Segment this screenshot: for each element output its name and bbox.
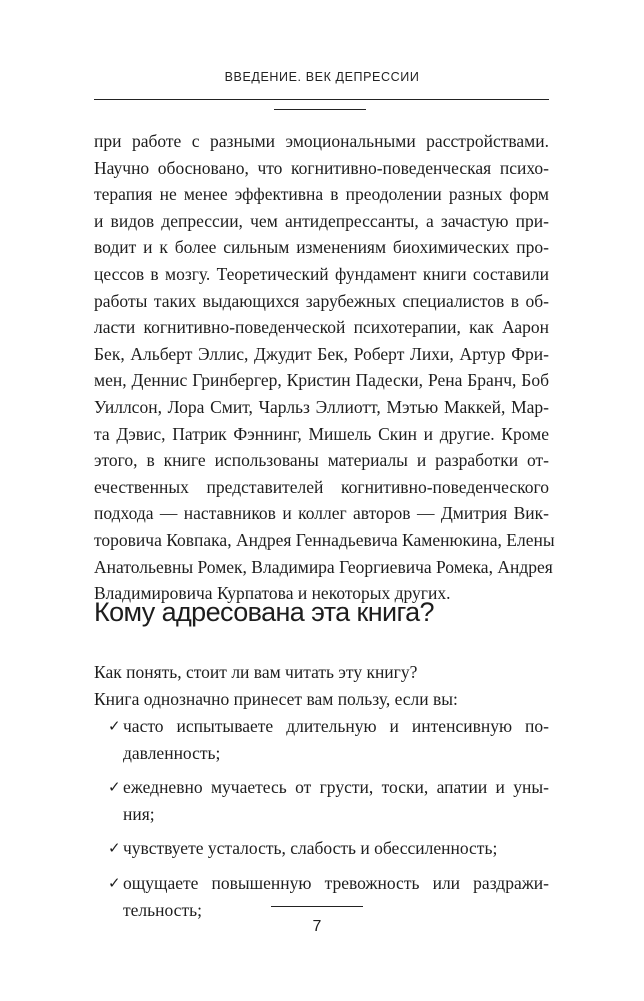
page-number: 7 [312, 918, 322, 935]
checkmark-icon: ✓ [108, 778, 121, 797]
paragraph-line: Уиллсон, Лора Смит, Чарльз Эллиотт, Мэтью Маккей, Мар- [94, 396, 549, 417]
list-item-line: чувствуете усталость, слабость и обессиленность; [123, 838, 498, 859]
paragraph-line: торовича Ковпака, Андрея Геннадьевича Каменюкина, Елены [94, 529, 555, 550]
section-heading: Кому адресована эта книга? [94, 597, 434, 627]
paragraph-line: подхода — наставников и коллег авторов — Дмитрия Вик- [94, 503, 549, 524]
intro-line: Как понять, стоит ли вам читать эту книгу? [94, 662, 418, 682]
list-item [94, 774, 549, 827]
paragraph-line: мен, Деннис Гринбергер, Кристин Падески, Рена Бранч, Боб [94, 370, 549, 391]
paragraph-line: водит и к более сильным изменениям биохимических про- [94, 237, 549, 258]
list-item-line: часто испытываете длительную и интенсивную по- [123, 716, 549, 736]
paragraph-line: ласти когнитивно-поведенческой психотерапии, как Аарон [94, 317, 549, 338]
list-item-line: давленность; [123, 742, 221, 763]
paragraph-line: этого, в книге использованы материалы и разработки от- [94, 450, 549, 471]
running-header: ВВЕДЕНИЕ. ВЕК ДЕПРЕССИИ [224, 70, 420, 84]
header-short-rule [274, 109, 366, 110]
paragraph-line: работы таких выдающихся зарубежных специалистов в об- [94, 290, 549, 311]
paragraph-line: терапия не менее эффективна в преодолении разных форм [94, 184, 549, 205]
paragraph-line: Бек, Альберт Эллис, Джудит Бек, Роберт Лихи, Артур Фри- [94, 343, 549, 364]
list-item-line: ежедневно мучаетесь от грусти, тоски, апатии и уны- [123, 777, 549, 798]
list-item [94, 713, 549, 766]
list-item [94, 835, 549, 862]
intro-line: Книга однозначно принесет вам пользу, если вы: [94, 688, 458, 709]
paragraph-line: та Дэвис, Патрик Фэннинг, Мишель Скин и другие. Кроме [94, 423, 549, 444]
footer-rule [271, 906, 363, 907]
list-item-line: ния; [123, 803, 155, 824]
list-item-line: тельность; [123, 899, 202, 920]
paragraph-line: ечественных представителей когнитивно-поведенческого [94, 476, 549, 497]
paragraph-line: Анатольевны Ромек, Владимира Георгиевича Ромека, Андрея [94, 556, 553, 577]
paragraph-line: при работе с разными эмоциональными расстройствами. [94, 131, 549, 151]
section-intro [94, 659, 549, 712]
checkmark-icon: ✓ [108, 873, 121, 892]
checklist [94, 713, 549, 931]
header-rule [94, 99, 549, 100]
list-item-line: ощущаете повышенную тревожность или раздражи- [123, 872, 549, 893]
paragraph-line: цессов в мозгу. Теоретический фундамент книги составили [94, 263, 549, 284]
body-paragraph [94, 128, 555, 607]
paragraph-line: Научно обосновано, что когнитивно-поведенческая психо- [94, 157, 549, 178]
checkmark-icon: ✓ [108, 717, 121, 735]
paragraph-line: Владимировича Курпатова и некоторых других. [94, 583, 451, 604]
checkmark-icon: ✓ [108, 839, 121, 858]
paragraph-line: и видов депрессии, чем антидепрессанты, а зачастую при- [94, 210, 549, 231]
list-item [94, 870, 549, 923]
